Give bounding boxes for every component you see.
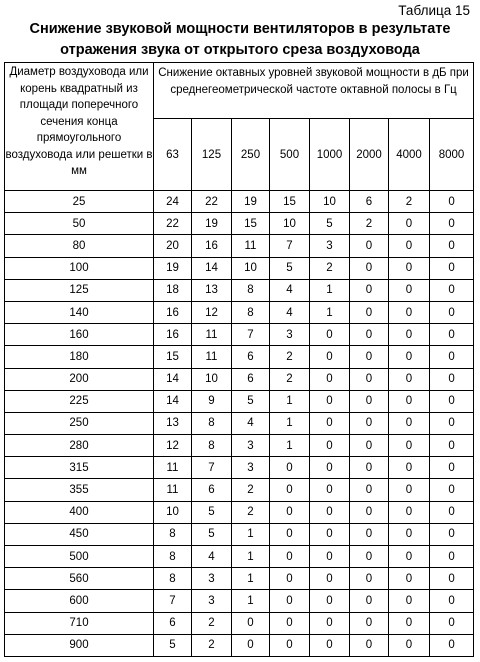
- reduction-value-cell: 16: [154, 324, 192, 346]
- reduction-value-cell: 0: [310, 546, 350, 568]
- reduction-value-cell: 0: [430, 435, 474, 457]
- table-row: [5, 612, 474, 634]
- reduction-value-cell: 0: [350, 412, 389, 434]
- reduction-value-cell: 15: [232, 213, 270, 235]
- frequency-header-cell: 4000: [389, 119, 430, 191]
- reduction-value-cell: 0: [389, 390, 430, 412]
- reduction-value-cell: 5: [270, 257, 310, 279]
- reduction-value-cell: 0: [350, 546, 389, 568]
- reduction-value-cell: 0: [310, 346, 350, 368]
- reduction-value-cell: 11: [154, 479, 192, 501]
- reduction-value-cell: 0: [270, 612, 310, 634]
- reduction-value-cell: 4: [270, 301, 310, 323]
- reduction-value-cell: 0: [350, 235, 389, 257]
- diameter-cell: 280: [5, 435, 154, 457]
- reduction-value-cell: 0: [350, 257, 389, 279]
- reduction-value-cell: 0: [350, 634, 389, 656]
- reduction-value-cell: 12: [192, 301, 232, 323]
- title-line-1: Снижение звуковой мощности вентиляторов в результате: [29, 21, 451, 37]
- reduction-value-cell: 6: [350, 191, 389, 213]
- reduction-value-cell: 8: [154, 523, 192, 545]
- reduction-value-cell: 0: [389, 301, 430, 323]
- reduction-value-cell: 19: [232, 191, 270, 213]
- diameter-cell: 140: [5, 301, 154, 323]
- reduction-value-cell: 3: [192, 590, 232, 612]
- reduction-value-cell: 2: [192, 612, 232, 634]
- table-row: [5, 568, 474, 590]
- reduction-value-cell: 0: [430, 301, 474, 323]
- table-row: [5, 590, 474, 612]
- reduction-value-cell: 0: [270, 546, 310, 568]
- reduction-value-cell: 0: [389, 523, 430, 545]
- reduction-value-cell: 16: [192, 235, 232, 257]
- reduction-value-cell: 8: [154, 546, 192, 568]
- diameter-cell: 225: [5, 390, 154, 412]
- reduction-value-cell: 8: [154, 568, 192, 590]
- diameter-cell: 600: [5, 590, 154, 612]
- frequency-header-cell: 250: [232, 119, 270, 191]
- reduction-value-cell: 0: [310, 435, 350, 457]
- table-row: [5, 235, 474, 257]
- reduction-value-cell: 10: [232, 257, 270, 279]
- diameter-cell: 125: [5, 279, 154, 301]
- reduction-value-cell: 2: [350, 213, 389, 235]
- table-row: [5, 479, 474, 501]
- reduction-value-cell: 13: [154, 412, 192, 434]
- reduction-value-cell: 10: [310, 191, 350, 213]
- reduction-value-cell: 0: [350, 301, 389, 323]
- reduction-value-cell: 0: [389, 412, 430, 434]
- reduction-value-cell: 0: [350, 612, 389, 634]
- diameter-cell: 450: [5, 523, 154, 545]
- reduction-value-cell: 0: [389, 634, 430, 656]
- reduction-value-cell: 1: [232, 568, 270, 590]
- reduction-value-cell: 7: [270, 235, 310, 257]
- reduction-value-cell: 0: [389, 368, 430, 390]
- reduction-value-cell: 3: [270, 324, 310, 346]
- reduction-value-cell: 0: [310, 590, 350, 612]
- frequency-header-cell: 1000: [310, 119, 350, 191]
- reduction-value-cell: 6: [232, 346, 270, 368]
- reduction-value-cell: 0: [270, 590, 310, 612]
- reduction-value-cell: 0: [389, 324, 430, 346]
- diameter-cell: 315: [5, 457, 154, 479]
- reduction-value-cell: 22: [154, 213, 192, 235]
- reduction-value-cell: 19: [192, 213, 232, 235]
- reduction-value-cell: 0: [430, 590, 474, 612]
- reduction-value-cell: 2: [270, 368, 310, 390]
- reduction-value-cell: 0: [389, 435, 430, 457]
- reduction-value-cell: 1: [310, 279, 350, 301]
- table-row: [5, 501, 474, 523]
- reduction-value-cell: 0: [310, 634, 350, 656]
- diameter-cell: 355: [5, 479, 154, 501]
- reduction-value-cell: 0: [310, 523, 350, 545]
- reduction-value-cell: 0: [389, 590, 430, 612]
- table-row: [5, 390, 474, 412]
- reduction-value-cell: 0: [310, 368, 350, 390]
- reduction-value-cell: 9: [192, 390, 232, 412]
- reduction-value-cell: 10: [192, 368, 232, 390]
- reduction-value-cell: 6: [232, 368, 270, 390]
- reduction-value-cell: 0: [389, 346, 430, 368]
- reduction-value-cell: 0: [350, 523, 389, 545]
- reduction-value-cell: 8: [192, 412, 232, 434]
- reduction-value-cell: 0: [430, 257, 474, 279]
- reduction-value-cell: 2: [389, 191, 430, 213]
- reduction-value-cell: 3: [192, 568, 232, 590]
- title-line-2: отражения звука от открытого среза воздуховода: [60, 42, 420, 58]
- reduction-value-cell: 0: [310, 457, 350, 479]
- reduction-value-cell: 4: [192, 546, 232, 568]
- reduction-value-cell: 0: [310, 390, 350, 412]
- reduction-value-cell: 2: [232, 479, 270, 501]
- table-row: [5, 546, 474, 568]
- reduction-value-cell: 0: [270, 457, 310, 479]
- reduction-value-cell: 11: [232, 235, 270, 257]
- attenuation-table: [4, 62, 474, 657]
- reduction-value-cell: 1: [232, 590, 270, 612]
- table-row: [5, 324, 474, 346]
- reduction-value-cell: 6: [192, 479, 232, 501]
- reduction-value-cell: 0: [389, 279, 430, 301]
- reduction-value-cell: 0: [389, 213, 430, 235]
- frequency-header-cell: 8000: [430, 119, 474, 191]
- reduction-value-cell: 0: [232, 612, 270, 634]
- frequency-header-cell: 125: [192, 119, 232, 191]
- reduction-value-cell: 0: [270, 523, 310, 545]
- reduction-value-cell: 0: [389, 568, 430, 590]
- table-caption: Таблица 15: [398, 3, 470, 18]
- reduction-value-cell: 0: [270, 568, 310, 590]
- reduction-value-cell: 0: [350, 457, 389, 479]
- reduction-value-cell: 13: [192, 279, 232, 301]
- reduction-value-cell: 0: [430, 523, 474, 545]
- reduction-value-cell: 2: [270, 346, 310, 368]
- reduction-value-cell: 0: [350, 346, 389, 368]
- table-row: [5, 457, 474, 479]
- table-row: [5, 213, 474, 235]
- reduction-value-cell: 0: [430, 191, 474, 213]
- reduction-value-cell: 3: [310, 235, 350, 257]
- reduction-value-cell: 0: [350, 390, 389, 412]
- reduction-value-cell: 0: [430, 568, 474, 590]
- reduction-value-cell: 3: [232, 457, 270, 479]
- reduction-value-cell: 19: [154, 257, 192, 279]
- table-row: [5, 634, 474, 656]
- reduction-value-cell: 8: [192, 435, 232, 457]
- diameter-cell: 250: [5, 412, 154, 434]
- reduction-value-cell: 0: [430, 479, 474, 501]
- reduction-value-cell: 0: [350, 479, 389, 501]
- reduction-value-cell: 0: [310, 324, 350, 346]
- reduction-value-cell: 0: [430, 457, 474, 479]
- diameter-cell: 500: [5, 546, 154, 568]
- diameter-cell: 160: [5, 324, 154, 346]
- reduction-value-cell: 0: [389, 235, 430, 257]
- reduction-value-cell: 3: [232, 435, 270, 457]
- diameter-cell: 180: [5, 346, 154, 368]
- reduction-value-cell: 0: [350, 501, 389, 523]
- diameter-cell: 25: [5, 191, 154, 213]
- table-title: [0, 19, 480, 61]
- reduction-header: Снижение октавных уровней звуковой мощности в дБ при среднегеометрической частоте октавной полосы в Гц: [154, 63, 474, 119]
- reduction-value-cell: 2: [310, 257, 350, 279]
- diameter-cell: 710: [5, 612, 154, 634]
- reduction-value-cell: 5: [232, 390, 270, 412]
- reduction-value-cell: 10: [270, 213, 310, 235]
- reduction-value-cell: 0: [389, 257, 430, 279]
- table-row: [5, 257, 474, 279]
- reduction-value-cell: 1: [270, 390, 310, 412]
- reduction-value-cell: 18: [154, 279, 192, 301]
- reduction-value-cell: 22: [192, 191, 232, 213]
- reduction-value-cell: 0: [310, 612, 350, 634]
- reduction-value-cell: 0: [430, 324, 474, 346]
- reduction-value-cell: 5: [192, 523, 232, 545]
- diameter-cell: 100: [5, 257, 154, 279]
- reduction-value-cell: 11: [192, 346, 232, 368]
- reduction-value-cell: 12: [154, 435, 192, 457]
- table-body: [5, 191, 474, 657]
- reduction-value-cell: 1: [270, 435, 310, 457]
- reduction-value-cell: 1: [270, 412, 310, 434]
- table-row: [5, 523, 474, 545]
- reduction-value-cell: 1: [232, 546, 270, 568]
- reduction-value-cell: 0: [430, 279, 474, 301]
- reduction-value-cell: 0: [270, 501, 310, 523]
- frequency-header-cell: 2000: [350, 119, 389, 191]
- reduction-value-cell: 0: [389, 479, 430, 501]
- reduction-value-cell: 24: [154, 191, 192, 213]
- reduction-value-cell: 15: [154, 346, 192, 368]
- reduction-value-cell: 0: [430, 546, 474, 568]
- reduction-value-cell: 0: [310, 501, 350, 523]
- diameter-cell: 560: [5, 568, 154, 590]
- reduction-value-cell: 0: [310, 568, 350, 590]
- reduction-value-cell: 0: [430, 612, 474, 634]
- table-row: [5, 346, 474, 368]
- reduction-value-cell: 8: [232, 301, 270, 323]
- reduction-value-cell: 7: [154, 590, 192, 612]
- diameter-header: Диаметр воздуховода или корень квадратный из площади поперечного сечения конца прямоугольного воздуховода или решетки в мм: [5, 63, 154, 191]
- table-row: [5, 412, 474, 434]
- reduction-value-cell: 0: [310, 479, 350, 501]
- reduction-value-cell: 0: [270, 479, 310, 501]
- frequency-header-cell: 500: [270, 119, 310, 191]
- table-row: [5, 368, 474, 390]
- reduction-value-cell: 0: [430, 235, 474, 257]
- reduction-value-cell: 5: [154, 634, 192, 656]
- frequency-header-cell: 63: [154, 119, 192, 191]
- reduction-value-cell: 7: [192, 457, 232, 479]
- reduction-value-cell: 20: [154, 235, 192, 257]
- reduction-value-cell: 5: [310, 213, 350, 235]
- reduction-value-cell: 0: [389, 612, 430, 634]
- reduction-value-cell: 0: [310, 412, 350, 434]
- reduction-value-cell: 0: [430, 368, 474, 390]
- reduction-value-cell: 0: [270, 634, 310, 656]
- table-row: [5, 435, 474, 457]
- reduction-value-cell: 0: [350, 568, 389, 590]
- reduction-value-cell: 6: [154, 612, 192, 634]
- reduction-value-cell: 2: [192, 634, 232, 656]
- diameter-cell: 900: [5, 634, 154, 656]
- reduction-value-cell: 14: [192, 257, 232, 279]
- diameter-cell: 200: [5, 368, 154, 390]
- reduction-value-cell: 0: [430, 501, 474, 523]
- reduction-value-cell: 0: [350, 324, 389, 346]
- table-row: [5, 191, 474, 213]
- reduction-value-cell: 0: [350, 590, 389, 612]
- reduction-value-cell: 11: [192, 324, 232, 346]
- reduction-value-cell: 0: [350, 368, 389, 390]
- reduction-value-cell: 0: [430, 346, 474, 368]
- reduction-value-cell: 4: [232, 412, 270, 434]
- reduction-value-cell: 15: [270, 191, 310, 213]
- diameter-cell: 80: [5, 235, 154, 257]
- table-row: [5, 301, 474, 323]
- reduction-value-cell: 11: [154, 457, 192, 479]
- reduction-value-cell: 0: [389, 457, 430, 479]
- reduction-value-cell: 16: [154, 301, 192, 323]
- reduction-value-cell: 0: [430, 390, 474, 412]
- reduction-value-cell: 1: [232, 523, 270, 545]
- reduction-value-cell: 0: [430, 634, 474, 656]
- table-row: [5, 279, 474, 301]
- reduction-value-cell: 1: [310, 301, 350, 323]
- reduction-value-cell: 0: [430, 412, 474, 434]
- reduction-value-cell: 14: [154, 390, 192, 412]
- reduction-value-cell: 4: [270, 279, 310, 301]
- reduction-value-cell: 7: [232, 324, 270, 346]
- reduction-value-cell: 0: [232, 634, 270, 656]
- reduction-value-cell: 10: [154, 501, 192, 523]
- reduction-value-cell: 0: [389, 501, 430, 523]
- reduction-value-cell: 8: [232, 279, 270, 301]
- diameter-cell: 50: [5, 213, 154, 235]
- reduction-value-cell: 5: [192, 501, 232, 523]
- diameter-cell: 400: [5, 501, 154, 523]
- reduction-value-cell: 0: [350, 279, 389, 301]
- reduction-value-cell: 0: [350, 435, 389, 457]
- reduction-value-cell: 0: [430, 213, 474, 235]
- reduction-value-cell: 0: [389, 546, 430, 568]
- reduction-value-cell: 2: [232, 501, 270, 523]
- reduction-value-cell: 14: [154, 368, 192, 390]
